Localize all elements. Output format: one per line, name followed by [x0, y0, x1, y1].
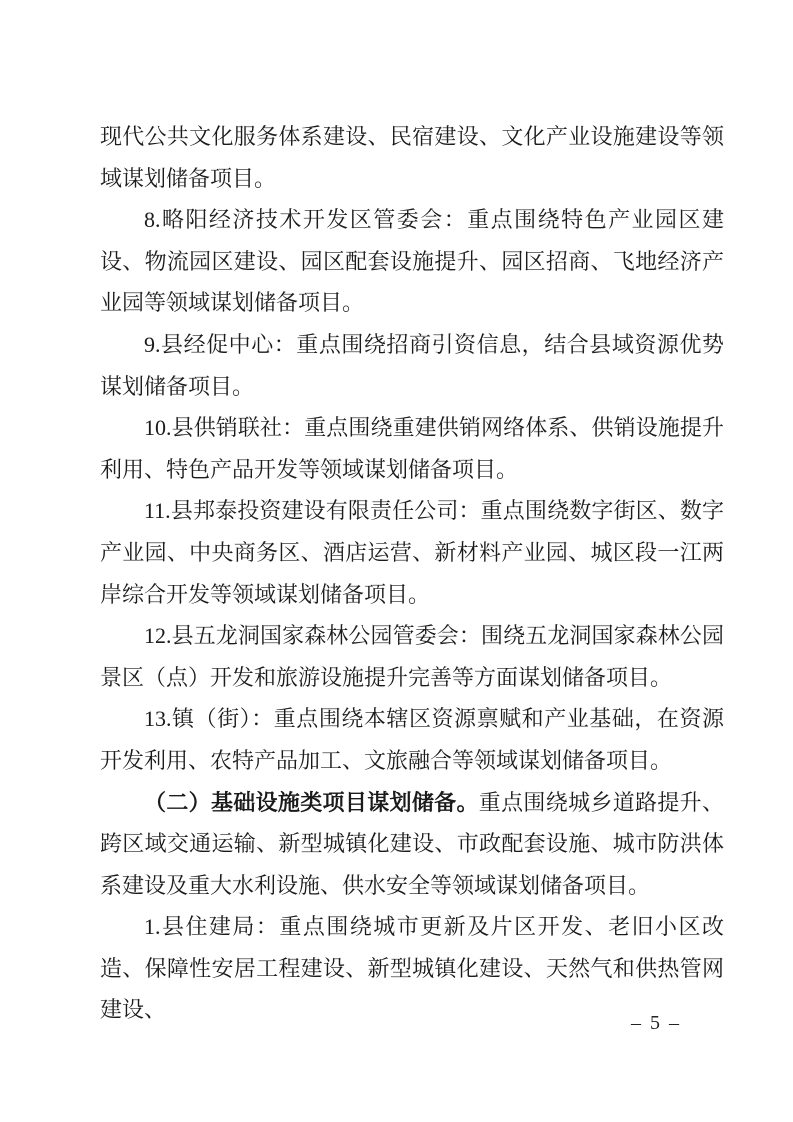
paragraph-text: 12.县五龙洞国家森林公园管委会：围绕五龙洞国家森林公园景区（点）开发和旅游设施提升完善等方面谋划储备项目。: [100, 623, 724, 690]
document-body: [100, 116, 724, 1031]
paragraph-section-2: [100, 782, 724, 907]
paragraph-item-8: [100, 199, 724, 324]
paragraph-text: 11.县邦泰投资建设有限责任公司：重点围绕数字街区、数字产业园、中央商务区、酒店运营、新材料产业园、城区段一江两岸综合开发等领域谋划储备项目。: [100, 498, 724, 607]
paragraph-text: 10.县供销联社：重点围绕重建供销网络体系、供销设施提升利用、特色产品开发等领域谋划储备项目。: [100, 415, 724, 482]
page-number: – 5 –: [631, 1012, 681, 1034]
paragraph-text: 重点围绕城乡道路提升、跨区域交通运输、新型城镇化建设、市政配套设施、城市防洪体系建设及重大水利设施、供水安全等领域谋划储备项目。: [100, 789, 724, 898]
paragraph-continuation: [100, 116, 724, 199]
paragraph-text: 1.县住建局：重点围绕城市更新及片区开发、老旧小区改造、保障性安居工程建设、新型城镇化建设、天然气和供热管网建设、: [100, 914, 724, 1023]
paragraph-item-9: [100, 324, 724, 407]
paragraph-item-10: [100, 407, 724, 490]
paragraph-item-12: [100, 615, 724, 698]
paragraph-item-11: [100, 490, 724, 615]
paragraph-item-13: [100, 698, 724, 781]
paragraph-text: 8.略阳经济技术开发区管委会：重点围绕特色产业园区建设、物流园区建设、园区配套设施提升、园区招商、飞地经济产业园等领域谋划储备项目。: [100, 207, 724, 316]
paragraph-text: 13.镇（街）：重点围绕本辖区资源禀赋和产业基础，在资源开发利用、农特产品加工、文旅融合等领域谋划储备项目。: [100, 706, 724, 773]
paragraph-text: 9.县经促中心：重点围绕招商引资信息，结合县域资源优势谋划储备项目。: [100, 331, 724, 399]
section-heading: （二）基础设施类项目谋划储备。: [144, 789, 479, 815]
paragraph-text: 现代公共文化服务体系建设、民宿建设、文化产业设施建设等领域谋划储备项目。: [100, 124, 724, 191]
